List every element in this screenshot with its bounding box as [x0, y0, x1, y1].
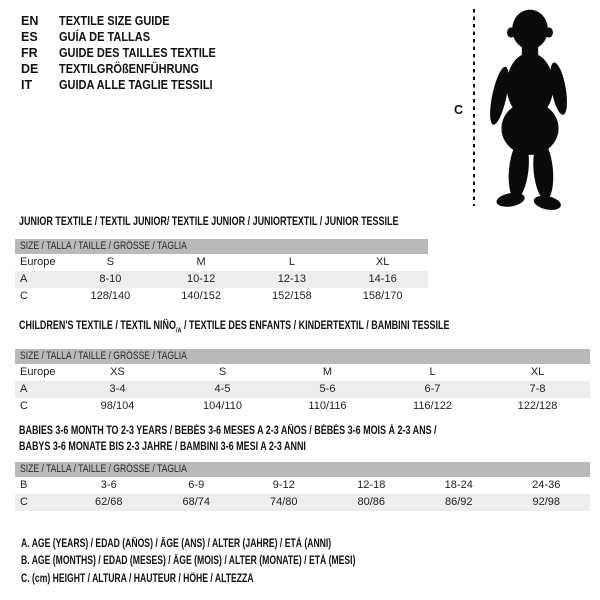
size-cell: 10-12 [187, 273, 216, 285]
table-row [15, 494, 590, 511]
size-cell: 104/110 [203, 400, 242, 413]
row-label: A [20, 383, 28, 396]
size-cell: 122/128 [517, 400, 558, 413]
size-cell: 6-9 [188, 479, 205, 491]
size-cell: 62/68 [94, 496, 123, 508]
footnote-text: A. AGE (YEARS) / EDAD (AÑOS) / ÂGE (ANS) / ALTER (JAHRE) / ETÀ (ANNI) [21, 538, 332, 550]
size-cell: XL [530, 366, 545, 379]
size-cell: 98/104 [100, 400, 135, 413]
size-cell: 68/74 [182, 496, 211, 508]
title-part: / TEXTILE DES ENFANTS / KINDERTEXTIL / BAMBINI TESSILE [181, 320, 450, 332]
footnote-text: B. AGE (MONTHS) / EDAD (MESES) / ÂGE (MOIS) / ALTER (MONATE) / ETÀ (MESI) [21, 555, 356, 568]
table-title [15, 424, 590, 455]
junior-textile-section [15, 216, 428, 305]
language-title-list [21, 14, 237, 94]
table-row [15, 364, 590, 381]
size-cell: 80/86 [357, 496, 386, 508]
language-row [21, 46, 237, 62]
size-table [15, 239, 428, 305]
size-cell: XS [110, 366, 125, 379]
size-cell: 12-18 [357, 479, 386, 491]
size-header-text: SIZE / TALLA / TAILLE / GRÖSSE / TAGLIA [20, 350, 187, 363]
table-row [15, 288, 428, 305]
size-cell: 3-4 [109, 383, 126, 396]
size-cell: L [288, 256, 295, 268]
footnote-b [21, 553, 467, 570]
size-table [15, 349, 590, 415]
language-code: DE [21, 61, 39, 76]
table-row [15, 398, 590, 415]
language-row [21, 78, 237, 94]
size-header-row [15, 239, 428, 254]
size-cell: S [218, 366, 227, 379]
size-cell: M [322, 366, 333, 379]
size-cell: 152/158 [271, 290, 312, 302]
size-cell: L [429, 366, 436, 379]
legend-footnotes [21, 536, 467, 588]
size-cell: XL [375, 256, 390, 268]
size-header-row [15, 462, 590, 477]
table-row [15, 381, 590, 398]
language-row [21, 30, 237, 46]
size-cell: 6-7 [424, 383, 441, 396]
table-title [15, 216, 428, 229]
size-cell: 86/92 [444, 496, 473, 508]
language-code: EN [21, 14, 39, 28]
size-cell: M [196, 256, 206, 268]
language-row [21, 62, 237, 78]
size-header-text: SIZE / TALLA / TAILLE / GRÖSSE / TAGLIA [20, 240, 187, 252]
size-cell: S [106, 256, 115, 268]
table-title-line1: BABIES 3-6 MONTH TO 2-3 YEARS / BEBÉS 3-6 MESES A 2-3 AÑOS / BÉBÉS 3-6 MOIS À 2-3 ANS / [19, 425, 437, 437]
table-title-text: JUNIOR TEXTILE / TEXTIL JUNIOR/ TEXTILE JUNIOR / JUNIORTEXTIL / JUNIOR TESSILE [19, 216, 399, 228]
row-label: C [20, 496, 28, 508]
size-cell: 12-13 [277, 273, 306, 285]
height-marker-label: C [454, 103, 464, 117]
footnote-c [21, 571, 467, 588]
size-cell: 158/170 [362, 290, 403, 302]
footnote-a [21, 536, 467, 553]
row-label: C [20, 400, 28, 413]
language-label: TEXTILE SIZE GUIDE [59, 14, 170, 28]
toddler-silhouette-image [482, 6, 578, 210]
size-cell: 92/98 [532, 496, 561, 508]
size-cell: 5-6 [319, 383, 336, 396]
title-subscript: /A [175, 326, 182, 335]
row-label: A [20, 273, 28, 285]
size-header-text: SIZE / TALLA / TAILLE / GRÖSSE / TAGLIA [20, 463, 187, 475]
language-code: ES [21, 29, 38, 44]
language-code: FR [21, 45, 38, 60]
size-cell: 14-16 [368, 273, 397, 285]
language-row [21, 14, 237, 30]
row-label: Europe [20, 366, 56, 379]
size-cell: 18-24 [444, 479, 473, 491]
size-header-row [15, 349, 590, 364]
table-row [15, 271, 428, 288]
language-label: TEXTILGRÖßENFÜHRUNG [59, 61, 199, 76]
size-cell: 128/140 [90, 290, 131, 302]
height-dashed-line [473, 9, 475, 206]
table-title-line2: BABYS 3-6 MONATE BIS 2-3 JAHRE / BAMBINI 3-6 MESI A 2-3 ANNI [19, 440, 306, 453]
table-row [15, 477, 590, 494]
size-cell: 116/122 [413, 400, 452, 413]
language-code: IT [21, 77, 33, 92]
language-label: GUIDA ALLE TAGLIE TESSILI [59, 77, 213, 92]
size-table [15, 462, 590, 511]
babies-textile-section [15, 424, 590, 511]
size-cell: 8-10 [99, 273, 122, 285]
size-cell: 9-12 [272, 479, 295, 491]
row-label: C [20, 290, 28, 302]
language-label: GUÍA DE TALLAS [59, 29, 151, 44]
size-cell: 74/80 [269, 496, 298, 508]
size-cell: 110/116 [308, 400, 347, 413]
size-cell: 140/152 [181, 290, 221, 302]
size-cell: 24-36 [532, 479, 561, 491]
table-title [15, 320, 590, 337]
size-cell: 3-6 [100, 479, 117, 491]
row-label: B [20, 479, 28, 491]
size-cell: 7-8 [529, 383, 546, 396]
size-cell: 4-5 [214, 383, 231, 396]
childrens-textile-section [15, 320, 590, 415]
title-part: CHILDREN'S TEXTILE / TEXTIL NIÑO [19, 320, 176, 332]
row-label: Europe [20, 256, 56, 268]
footnote-text: C. (cm) HEIGHT / ALTURA / HAUTEUR / HÖHE / ALTEZZA [21, 572, 254, 585]
language-label: GUIDE DES TAILLES TEXTILE [59, 45, 216, 60]
table-title-text [19, 320, 449, 337]
table-row [15, 254, 428, 271]
